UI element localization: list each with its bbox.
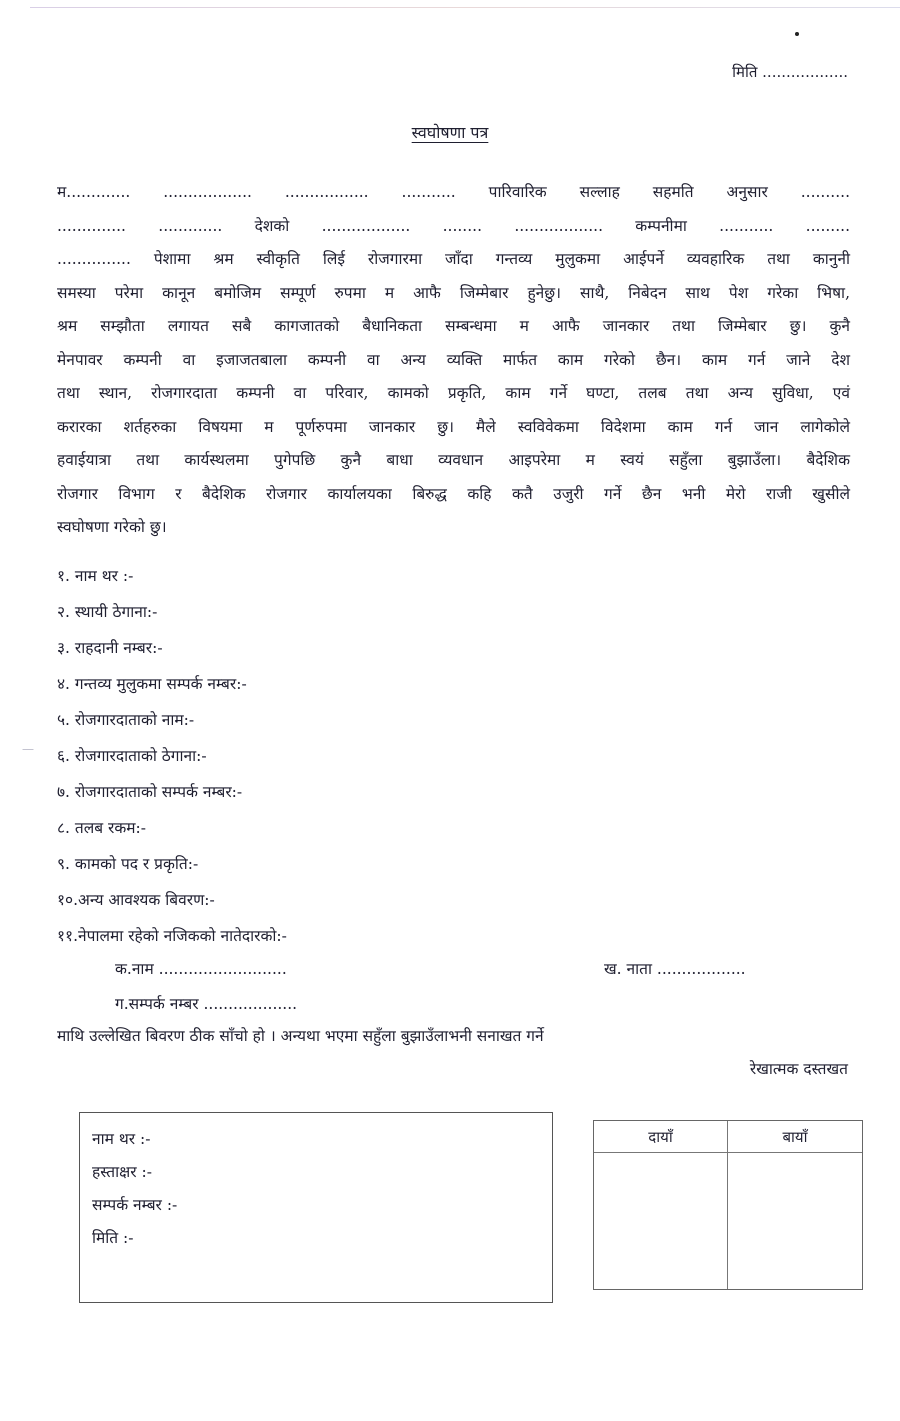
field-employer-address: ६. रोजगारदाताको ठेगाना:- [57,747,207,765]
field-employer-contact: ७. रोजगारदाताको सम्पर्क नम्बर:- [57,783,243,801]
ink-dot [795,32,799,36]
field-salary: ८. तलब रकम:- [57,819,147,837]
right-thumb-cell [594,1153,728,1289]
date-label: मिति .................. [732,63,848,81]
paragraph-line: मेनपावर कम्पनी वा इजाजतबाला कम्पनी वा अन्य व्यक्ति मार्फत काम गरेको छैन। काम गर्न जाने देश [57,350,850,369]
paragraph-line: रोजगार विभाग र बैदेशिक रोजगार कार्यालयका बिरुद्ध कहि कतै उजुरी गर्ने छैन भनी मेरो राजी खुसीले [57,484,850,503]
field-other-details: १०.अन्य आवश्यक बिवरण:- [57,891,215,909]
field-job-title: ९. कामको पद र प्रकृति:- [57,855,199,873]
info-date-label: मिति :- [92,1229,134,1247]
top-border-line [30,7,900,8]
field-name: १. नाम थर :- [57,567,134,585]
thumbprint-table [593,1120,863,1290]
field-nearest-relative: ११.नेपालमा रहेको नजिकको नातेदारको:- [57,927,287,945]
right-thumb-header: दायाँ [594,1121,728,1153]
paragraph-line: स्वघोषणा गरेको छु। [57,518,167,536]
field-employer-name: ५. रोजगारदाताको नाम:- [57,711,195,729]
relative-relation: ख. नाता .................. [604,960,746,978]
relative-contact: ग.सम्पर्क नम्बर ................... [115,995,298,1013]
paragraph-line: समस्या परेमा कानून बमोजिम सम्पूर्ण रुपमा म आफै जिम्मेबार हुनेछु। साथै, निबेदन साथ पेश गरेका भिषा, [57,283,850,302]
signature-label: रेखात्मक दस्तखत [749,1060,848,1078]
field-permanent-address: २. स्थायी ठेगाना:- [57,603,158,621]
field-list [57,558,287,954]
paragraph-line: तथा स्थान, रोजगारदाता कम्पनी वा परिवार, कामको प्रकृति, काम गर्ने घण्टा, तलब तथा अन्य सुविधा, एवं [57,384,850,402]
applicant-info-box [79,1112,553,1303]
paragraph-line: ............... पेशामा श्रम स्वीकृति लिई रोजगारमा जाँदा गन्तव्य मुलुकमा आईपर्ने व्यवहारिक तथा कानुनी [57,250,850,268]
page-title: स्वघोषणा पत्र [411,123,489,142]
field-passport-number: ३. राहदानी नम्बर:- [57,639,163,657]
paragraph-line: .............. ............. देशको .................. ........ .................. कम्पनीमा ........... ......... [57,216,850,235]
info-signature-label: हस्ताक्षर :- [92,1163,152,1181]
paragraph-line: श्रम सम्झौता लगायत सबै कागजातको बैधानिकता सम्बन्धमा म आफै जानकार तथा जिम्मेबार छु। कुनै [57,317,850,335]
left-thumb-cell [728,1153,862,1289]
paragraph-line: करारका शर्तहरुका विषयमा म पूर्णरुपमा जानकार छु। मैले स्वविवेकमा विदेशमा काम गर्न जान लागेकोले [57,417,850,436]
info-name-label: नाम थर :- [92,1130,151,1148]
relative-name: क.नाम .......................... [115,960,287,978]
scan-mark: — [22,742,34,756]
paragraph-line: म............. .................. ................. ........... पारिवारिक सल्लाह सहमति अनुसार .......... [57,183,850,201]
info-contact-label: सम्पर्क नम्बर :- [92,1196,178,1214]
paragraph-line: हवाईयात्रा तथा कार्यस्थलमा पुगेपछि कुनै बाधा व्यवधान आइपरेमा म स्वयं सहुँला बुझाउँला। बैदेशिक [57,451,850,469]
left-thumb-header: बायाँ [728,1121,862,1153]
field-destination-contact: ४. गन्तव्य मुलुकमा सम्पर्क नम्बर:- [57,675,247,693]
confirmation-statement: माथि उल्लेखित बिवरण ठीक साँचो हो । अन्यथा भएमा सहुँला बुझाउँलाभनी सनाखत गर्ने [57,1027,544,1045]
declaration-paragraph [57,176,850,545]
